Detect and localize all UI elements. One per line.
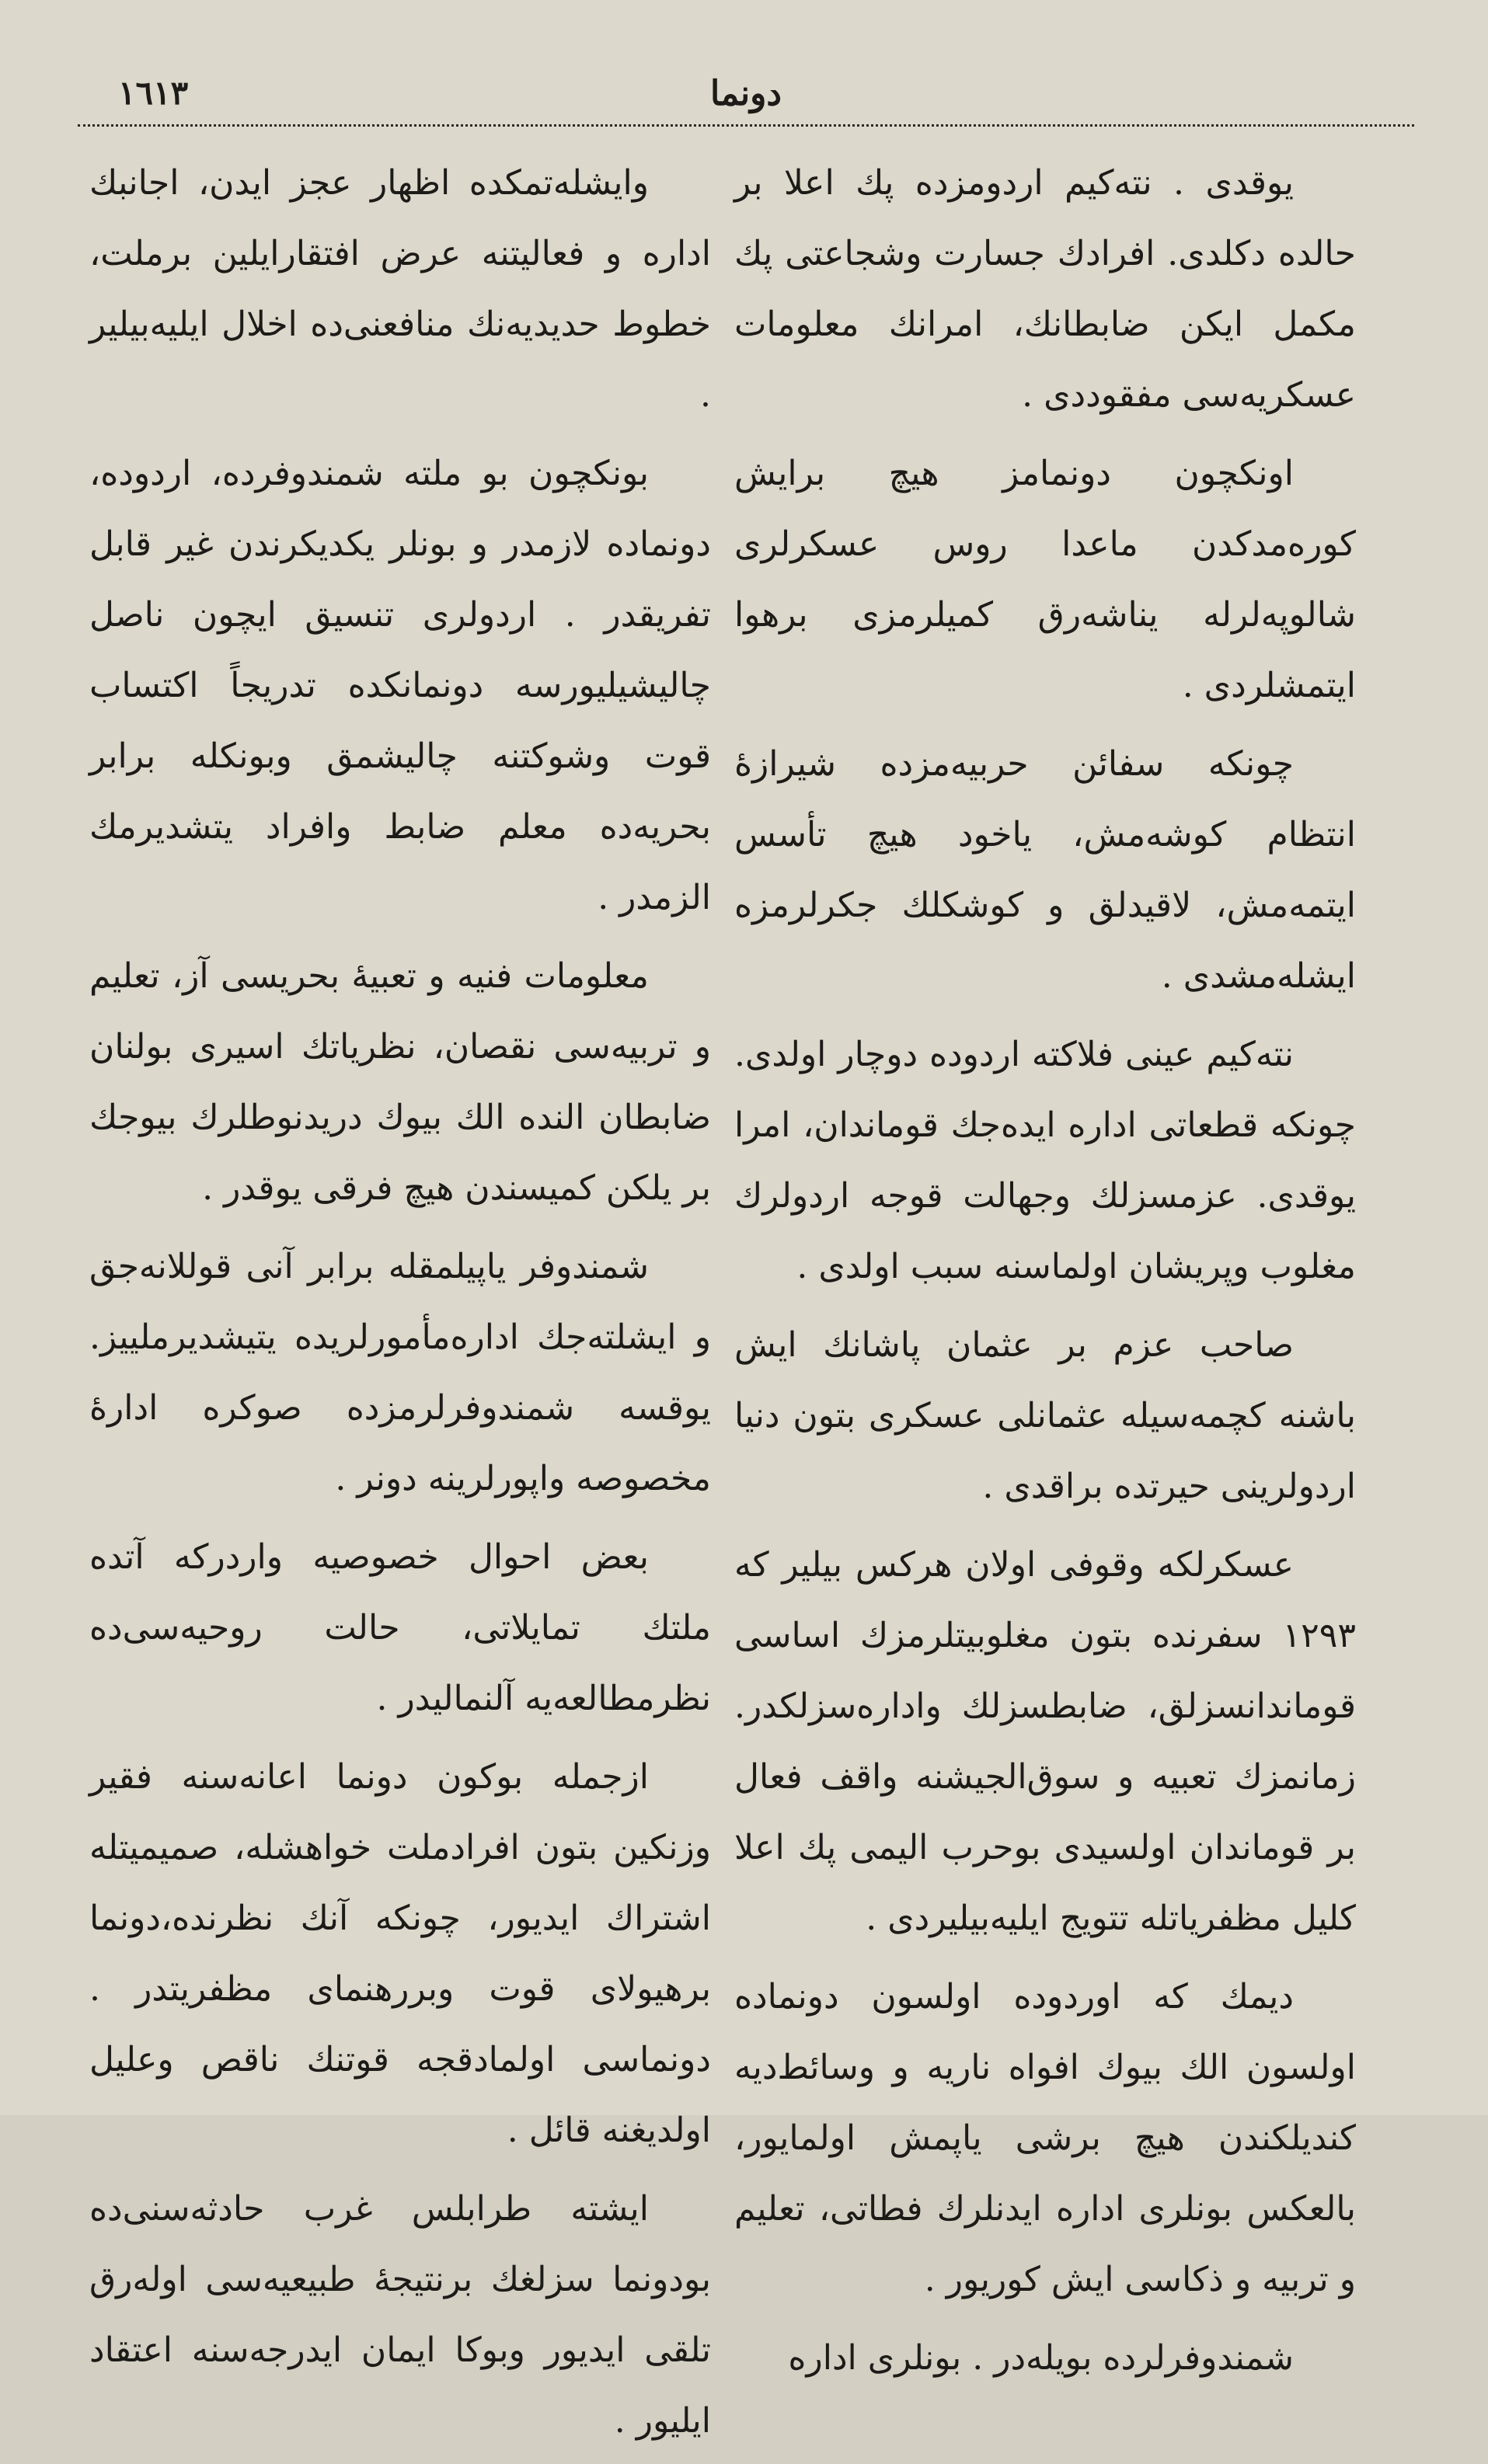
paragraph: عسكرلكه وقوفی اولان هركس بيلير كه ١٢٩٣ سفرنده بتون مغلوبيتلرمزك اساسی قوماندانسزلق، ضابطسزلك واداره‌سزلكدر. زمانمزك تعبيه و سوق‌الجيشنه واقف فعال بر قوماندان اولسيدی بوحرب اليمی پك اعلا كليل مظفرياتله تتويج ايليه‌بيليردی . bbox=[734, 1545, 1356, 1938]
paragraph: اونكچون دونمامز هيچ برايش كوره‌مدكدن ماعدا روس عسكرلری شالوپه‌لرله يناشه‌رق كميلرمزی برهوا ايتمشلردی . bbox=[734, 454, 1356, 705]
paragraph: بونكچون بو ملته شمندوفرده، اردوده، دونماده لازمدر و بونلر يكديكرندن غير قابل تفريقدر . اردولری تنسيق ايچون ناصل چاليشيليورسه دونمانكده تدريجاً اكتساب قوت وشوكتنه چاليشمق وبونكله برابر بحريه‌ده معلم ضابط وافراد يتشديرمك الزمدر . bbox=[89, 454, 711, 917]
paragraph: چونكه سفائن حربيه‌مزده شيرازهٔ انتظام كوشه‌مش، ياخود هيچ تأسس ايتمه‌مش، لاقيدلق و كوشكلك جكرلرمزه ايشله‌مشدی . bbox=[734, 744, 1356, 996]
paragraph: وايشله‌تمكده اظهار عجز ايدن، اجانبك اداره و فعاليتنه عرض افتقارايلين برملت، خطوط حديديه‌نك منافعنی‌ده اخلال ايليه‌بيلير . bbox=[89, 163, 711, 415]
paragraph: ديمك كه اوردوده اولسون دونماده اولسون الك بيوك افواه ناريه و وسائط‌ديه كنديلكندن هيچ برشی ياپمش اولمايور، بالعكس بونلری اداره ايدنلرك فطاتی، تعليم و تربيه و ذكاسی ايش كوريور . bbox=[734, 1977, 1356, 2299]
paragraph: ايشته طرابلس غرب حادثه‌سنی‌ده بودونما سزلغك برنتيجهٔ طبيعيه‌سی اوله‌رق تلقی ايديور وبوكا ايمان ايدرجه‌سنه اعتقاد ايليور . bbox=[89, 2189, 711, 2441]
page-header bbox=[78, 74, 1414, 120]
header-dotted-rule bbox=[78, 124, 1414, 127]
paragraph: ازجمله بوكون دونما اعانه‌سنه فقير وزنكين بتون افرادملت خواهشله، صميميتله اشتراك ايديور، چونكه آنك نظرنده،دونما برهيولای قوت وبررهنمای مظفريتدر . دونماسی اولمادقجه قوتنك ناقص وعليل اولديغنه قائل . bbox=[89, 1757, 711, 2150]
left-column bbox=[89, 148, 711, 2464]
paragraph: نته‌كيم عينی فلاكته اردوده دوچار اولدی. چونكه قطعاتی اداره ايده‌جك قوماندان، امرا يوقدی. عزمسزلك وجهالت قوجه اردولرك مغلوب وپريشان اولماسنه سبب اولدی . bbox=[734, 1035, 1356, 1286]
right-column bbox=[734, 148, 1356, 2401]
paragraph: شمندوفر ياپيلمقله برابر آنی قوللانه‌جق و ايشلته‌جك اداره‌مأمورلريده يتيشديرمليیز. يوقسه شمندوفرلرمزده صوكره ادارهٔ مخصوصه واپورلرينه دونر . bbox=[89, 1247, 711, 1498]
paragraph: يوقدی . نته‌كيم اردومزده پك اعلا بر حالده دكلدی. افرادك جسارت وشجاعتی پك مكمل ايكن ضابطانك، امرانك معلومات عسكريه‌سی مفقوددی . bbox=[734, 163, 1356, 415]
paragraph: بعض احوال خصوصيه واردركه آتده ملتك تمايلاتی، حالت روحيه‌سی‌ده نظرمطالعه‌يه آلنماليدر . bbox=[89, 1537, 711, 1718]
paragraph: شمندوفرلرده بويله‌در . بونلری اداره bbox=[788, 2338, 1294, 2378]
running-title: دونما bbox=[710, 74, 782, 113]
paragraph: صاحب عزم بر عثمان پاشانك ايش باشنه كچمه‌سيله عثمانلی عسكری بتون دنيا اردولرينی حيرتده براقدی . bbox=[734, 1325, 1356, 1506]
page-number: ١٦١٣ bbox=[118, 74, 189, 112]
paragraph: معلومات فنيه و تعبيهٔ بحريسی آز، تعليم و تربيه‌سی نقصان، نظرياتك اسيری بولنان ضابطان النده الك بيوك دريدنوطلرك بيوجك بر يلكن كميسندن هيچ فرقی يوقدر . bbox=[89, 956, 711, 1208]
